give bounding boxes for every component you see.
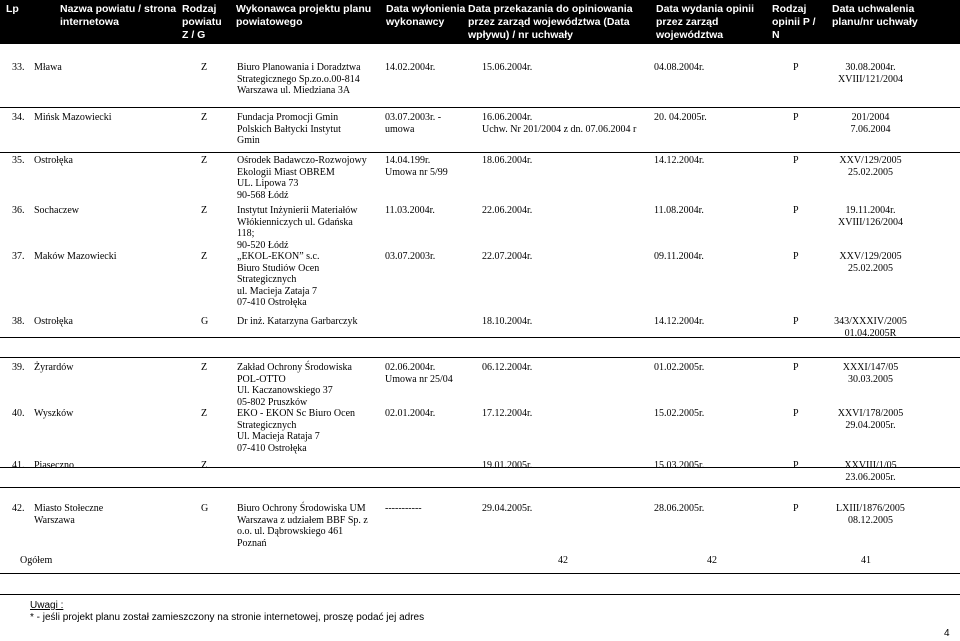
cell-contractor: Biuro Studiów Ocen: [237, 262, 320, 274]
cell-contractor: „EKOL-EKON” s.c.: [237, 251, 320, 262]
cell-contractor: Włókienniczych ul. Gdańska: [237, 216, 353, 228]
table-header: [0, 0, 960, 44]
cell-selected: 03.07.2003r.: [385, 251, 436, 262]
cell-lp: 37.: [12, 251, 25, 262]
cell-adopted: 29.04.2005r.: [845, 419, 896, 431]
cell-contractor: Dr inż. Katarzyna Garbarczyk: [237, 316, 358, 327]
cell-contractor: Poznań: [237, 537, 267, 549]
cell-name: Maków Mazowiecki: [34, 251, 117, 262]
cell-contractor: Fundacja Promocji Gmin: [237, 112, 339, 123]
cell-adopted: XXXI/147/05: [842, 362, 899, 373]
total-opinion: 42: [707, 555, 717, 566]
cell-contractor: Biuro Planowania i Doradztwa: [237, 62, 361, 73]
cell-lp: 39.: [12, 362, 25, 373]
cell-submitted: 22.07.2004r.: [482, 251, 533, 262]
divider: [0, 107, 960, 108]
cell-kind: P: [793, 112, 799, 123]
cell-opinion: 01.02.2005r.: [654, 362, 705, 373]
header-lp: Lp: [6, 3, 19, 15]
cell-contractor: Instytut Inżynierii Materiałów: [237, 205, 358, 216]
cell-adopted: XXV/129/2005: [839, 155, 902, 166]
cell-lp: 35.: [12, 155, 25, 166]
header-type: Rodzaj powiatu Z / G: [182, 3, 222, 41]
cell-contractor: Biuro Ochrony Środowiska UM: [237, 503, 366, 514]
divider: [0, 152, 960, 153]
cell-contractor: Strategicznych: [237, 419, 297, 431]
cell-kind: P: [793, 155, 799, 166]
cell-kind: P: [793, 503, 799, 514]
cell-lp: 41.: [12, 460, 25, 471]
total-label: Ogółem: [20, 555, 53, 566]
total-submitted: 42: [558, 555, 568, 566]
cell-lp: 38.: [12, 316, 25, 327]
cell-selected: 14.04.199r.: [385, 155, 431, 166]
cell-kind: P: [793, 62, 799, 73]
cell-adopted: 201/2004: [851, 112, 890, 123]
cell-name: Ostrołęka: [34, 316, 73, 327]
cell-selected: umowa: [385, 123, 415, 135]
cell-selected: -----------: [385, 503, 422, 514]
cell-opinion: 09.11.2004r.: [654, 251, 704, 262]
cell-contractor: Gmin: [237, 135, 260, 146]
total-adopted: 41: [861, 555, 871, 566]
cell-contractor: Strategicznych: [237, 274, 297, 285]
cell-submitted: 15.06.2004r.: [482, 62, 533, 73]
cell-contractor: Ul. Macieja Rataja 7: [237, 431, 320, 442]
cell-name: Piaseczno: [34, 460, 74, 471]
cell-adopted: 25.02.2005: [848, 166, 893, 178]
cell-contractor: POL-OTTO: [237, 373, 286, 385]
cell-selected: 02.06.2004r.: [385, 362, 436, 373]
cell-contractor: Ośrodek Badawczo-Rozwojowy: [237, 155, 367, 166]
cell-selected: 03.07.2003r. -: [385, 112, 442, 123]
divider: [0, 337, 960, 338]
cell-contractor: 118;: [237, 228, 255, 239]
header-name: Nazwa powiatu / strona internetowa: [60, 3, 177, 28]
cell-adopted: 01.04.2005R: [844, 327, 897, 339]
cell-submitted: 16.06.2004r.: [482, 112, 533, 123]
cell-type: G: [201, 316, 209, 327]
cell-submitted: 22.06.2004r.: [482, 205, 533, 216]
cell-selected: 14.02.2004r.: [385, 62, 436, 73]
cell-selected: 02.01.2004r.: [385, 408, 436, 419]
divider: [0, 487, 960, 488]
cell-adopted: 19.11.2004r.: [845, 205, 896, 216]
cell-contractor: Warszawa z udziałem BBF Sp. z: [237, 514, 368, 526]
cell-opinion: 20. 04.2005r.: [654, 112, 707, 123]
cell-type: Z: [201, 155, 208, 166]
header-adopted: Data uchwalenia planu/nr uchwały: [832, 3, 918, 28]
cell-adopted: 7.06.2004: [850, 123, 891, 135]
cell-contractor: Ekologii Miast OBREM: [237, 166, 335, 178]
header-contractor: Wykonawca projektu planu powiatowego: [236, 3, 372, 28]
cell-adopted: 30.03.2005: [848, 373, 893, 385]
header-opinion: Data wydania opinii przez zarząd województwa: [656, 3, 755, 41]
cell-contractor: 07-410 Ostrołęka: [237, 297, 307, 308]
cell-lp: 34.: [12, 112, 25, 123]
cell-contractor: o.o. ul. Dąbrowskiego 461: [237, 526, 344, 537]
cell-contractor: Ul. Kaczanowskiego 37: [237, 385, 333, 396]
cell-opinion: 28.06.2005r.: [654, 503, 705, 514]
cell-contractor: UL. Lipowa 73: [237, 178, 299, 189]
cell-submitted: Uchw. Nr 201/2004 z dn. 07.06.2004 r: [482, 123, 637, 135]
divider: [0, 357, 960, 358]
cell-submitted: 18.06.2004r.: [482, 155, 533, 166]
cell-contractor: EKO - EKON Sc Biuro Ocen: [237, 408, 356, 419]
divider: [0, 594, 960, 595]
cell-opinion: 15.03.2005r.: [654, 460, 705, 471]
cell-contractor: Warszawa ul. Miedziana 3A: [237, 85, 351, 96]
cell-name: Miasto Stołeczne: [34, 503, 104, 514]
cell-adopted: XXV/129/2005: [839, 251, 902, 262]
cell-adopted: 23.06.2005r.: [845, 471, 896, 483]
cell-name: Ostrołęka: [34, 155, 73, 166]
cell-submitted: 06.12.2004r.: [482, 362, 533, 373]
cell-submitted: 19.01.2005r.: [482, 460, 533, 471]
cell-contractor: 05-802 Pruszków: [237, 396, 308, 408]
cell-kind: P: [793, 251, 799, 262]
cell-kind: P: [793, 408, 799, 419]
cell-adopted: XVIII/126/2004: [838, 216, 903, 228]
cell-opinion: 15.02.2005r.: [654, 408, 705, 419]
cell-contractor: Zakład Ochrony Środowiska: [237, 362, 352, 373]
cell-adopted: XVIII/121/2004: [838, 73, 903, 85]
cell-opinion: 14.12.2004r.: [654, 155, 705, 166]
cell-adopted: 25.02.2005: [848, 262, 893, 274]
cell-contractor: 90-520 Łódź: [237, 239, 289, 251]
notes-title: Uwagi :: [30, 600, 64, 611]
cell-kind: P: [793, 460, 799, 471]
cell-lp: 42.: [12, 503, 25, 514]
cell-name: Żyrardów: [34, 362, 74, 373]
cell-lp: 36.: [12, 205, 25, 216]
notes-line: * - jeśli projekt planu został zamieszczony na stronie internetowej, proszę podać jej adres: [30, 612, 425, 623]
cell-type: Z: [201, 205, 208, 216]
cell-name: Mława: [34, 62, 62, 73]
cell-contractor: Polskich Bałtycki Instytut: [237, 123, 341, 135]
cell-contractor: 90-568 Łódź: [237, 189, 289, 201]
cell-selected: 11.03.2004r.: [385, 205, 435, 216]
cell-kind: P: [793, 316, 799, 327]
cell-submitted: 17.12.2004r.: [482, 408, 533, 419]
cell-type: Z: [201, 112, 208, 123]
cell-selected: Umowa nr 25/04: [385, 373, 453, 385]
cell-name: Wyszków: [34, 408, 74, 419]
cell-kind: P: [793, 205, 799, 216]
divider: [0, 467, 960, 468]
cell-name: Mińsk Mazowiecki: [34, 112, 112, 123]
header-submitted: Data przekazania do opiniowania przez zarząd województwa (Data wpływu) / nr uchwały: [468, 3, 633, 41]
cell-selected: Umowa nr 5/99: [385, 166, 448, 178]
cell-contractor: ul. Macieja Zataja 7: [237, 285, 317, 297]
cell-adopted: LXIII/1876/2005: [836, 503, 905, 514]
cell-adopted: 343/XXXIV/2005: [834, 316, 907, 327]
cell-lp: 33.: [12, 62, 25, 73]
cell-contractor: Strategicznego Sp.zo.o.00-814: [237, 73, 360, 85]
cell-adopted: XXVIII/1/05: [844, 460, 897, 471]
cell-submitted: 18.10.2004r.: [482, 316, 533, 327]
cell-type: Z: [201, 362, 208, 373]
cell-type: Z: [201, 408, 208, 419]
cell-type: G: [201, 503, 209, 514]
cell-kind: P: [793, 362, 799, 373]
cell-type: Z: [201, 251, 208, 262]
cell-adopted: 30.08.2004r.: [845, 62, 896, 73]
cell-name: Sochaczew: [34, 205, 79, 216]
cell-lp: 40.: [12, 408, 25, 419]
cell-adopted: 08.12.2005: [848, 514, 893, 526]
cell-opinion: 11.08.2004r.: [654, 205, 704, 216]
cell-type: Z: [201, 460, 208, 471]
cell-name: Warszawa: [34, 514, 75, 526]
header-selected: Data wyłonienia wykonawcy: [386, 3, 466, 28]
cell-submitted: 29.04.2005r.: [482, 503, 533, 514]
divider: [0, 573, 960, 574]
cell-opinion: 04.08.2004r.: [654, 62, 705, 73]
cell-contractor: 07-410 Ostrołęka: [237, 442, 307, 454]
cell-opinion: 14.12.2004r.: [654, 316, 705, 327]
header-kind: Rodzaj opinii P / N: [772, 3, 816, 41]
page-number: 4: [944, 628, 950, 639]
cell-type: Z: [201, 62, 208, 73]
cell-adopted: XXVI/178/2005: [837, 408, 904, 419]
